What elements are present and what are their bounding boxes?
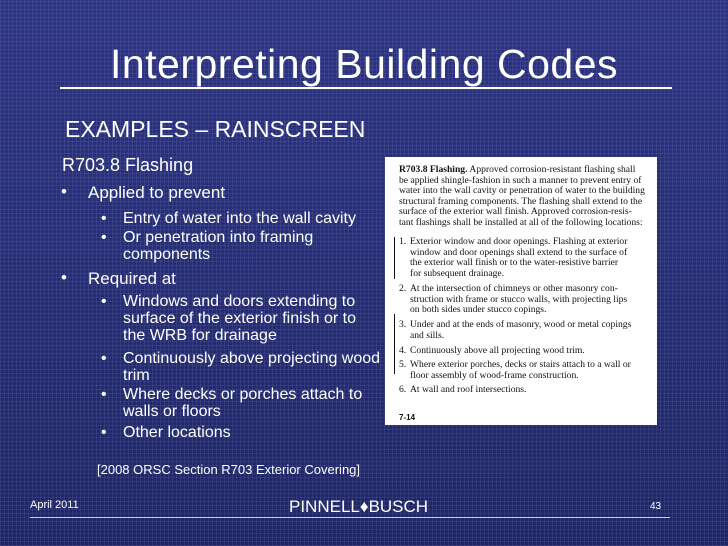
- sub-bullet-windows-line1: Windows and doors extending to: [123, 293, 356, 310]
- sub-bullet-decks-line1: Where decks or porches attach to: [123, 386, 363, 403]
- code-excerpt-image: [385, 157, 657, 425]
- sub-bullet-wall-cavity: Entry of water into the wall cavity: [123, 210, 356, 227]
- code-item-1: 1. Exterior window and door openings. Flashing at exterior window and door openings shall extend to the surface of the exterior wall finish or to the water-resistive barrier for subsequent drainage.: [399, 236, 628, 279]
- sub-bullet-windows-line2: surface of the exterior finish or to: [123, 310, 356, 327]
- sub-bullet-framing-line2: components: [123, 246, 211, 263]
- bullet-required-at: Required at: [88, 269, 176, 288]
- sub-bullet-other-locations: Other locations: [123, 424, 231, 441]
- sub-bullet-marker: •: [101, 229, 107, 246]
- revision-bar: [394, 237, 395, 279]
- sub-bullet-marker: •: [101, 210, 107, 227]
- code-intro-line: R703.8 Flashing. Approved corrosion-resistant flashing shall: [399, 164, 636, 175]
- code-item-5: 5. Where exterior porches, decks or stairs attach to a wall or floor assembly of wood-frame construction.: [399, 359, 631, 381]
- slide-title: Interpreting Building Codes: [109, 41, 619, 87]
- bullet-marker: •: [61, 268, 67, 287]
- code-intro-line: be applied shingle-fashion in such a manner to prevent entry of: [399, 174, 642, 186]
- brand-right-text: BUSCH: [368, 497, 429, 516]
- code-page-reference: 7-14: [399, 413, 416, 422]
- sub-bullet-marker: •: [101, 386, 107, 403]
- sub-bullet-marker: •: [101, 350, 107, 367]
- code-item-4: 4. Continuously above all projecting wood trim.: [399, 345, 585, 356]
- sub-bullet-framing-line1: Or penetration into framing: [123, 229, 314, 246]
- diamond-icon: ♦: [359, 497, 369, 516]
- code-item-2: 2. At the intersection of chimneys or other masonry con- struction with frame or stucco walls, with projecting lips on both sides under stucco copings.: [399, 283, 628, 316]
- footer-date: April 2011: [30, 499, 79, 511]
- code-intro-line: tant flashings shall be installed at all of the following locations:: [399, 217, 643, 228]
- sub-bullet-marker: •: [101, 424, 107, 441]
- sub-bullet-trim-line1: Continuously above projecting wood: [123, 350, 381, 367]
- slide-subtitle: EXAMPLES – RAINSCREEN: [65, 116, 366, 142]
- footer-divider: [30, 517, 670, 518]
- bullet-marker: •: [61, 182, 67, 201]
- title-underline: [60, 87, 672, 89]
- bullet-applied-to-prevent: Applied to prevent: [88, 183, 226, 202]
- sub-bullet-windows-line3: the WRB for drainage: [123, 327, 277, 344]
- slide-number: 43: [650, 501, 662, 512]
- sub-bullet-trim-line2: trim: [123, 367, 150, 384]
- brand-left-text: PINNELL: [289, 497, 360, 516]
- sub-bullet-marker: •: [101, 293, 107, 310]
- footer-brand-logo: [289, 497, 428, 517]
- code-heading: R703.8 Flashing.: [399, 164, 468, 175]
- code-section-label: R703.8 Flashing: [62, 155, 194, 175]
- source-citation: [2008 ORSC Section R703 Exterior Covering]: [97, 462, 361, 477]
- sub-bullet-decks-line2: walls or floors: [123, 403, 221, 420]
- code-intro-line: surface of the exterior wall finish. Approved corrosion-resis-: [399, 206, 632, 218]
- code-item-3: 3. Under and at the ends of masonry, wood or metal copings and sills.: [399, 319, 632, 341]
- code-intro-line: structural framing components. The flashing shall extend to the: [399, 195, 643, 207]
- code-item-6: 6. At wall and roof intersections.: [399, 384, 527, 395]
- revision-bar: [394, 314, 395, 374]
- code-intro-line: water into the wall cavity or penetration of water to the building: [399, 185, 645, 197]
